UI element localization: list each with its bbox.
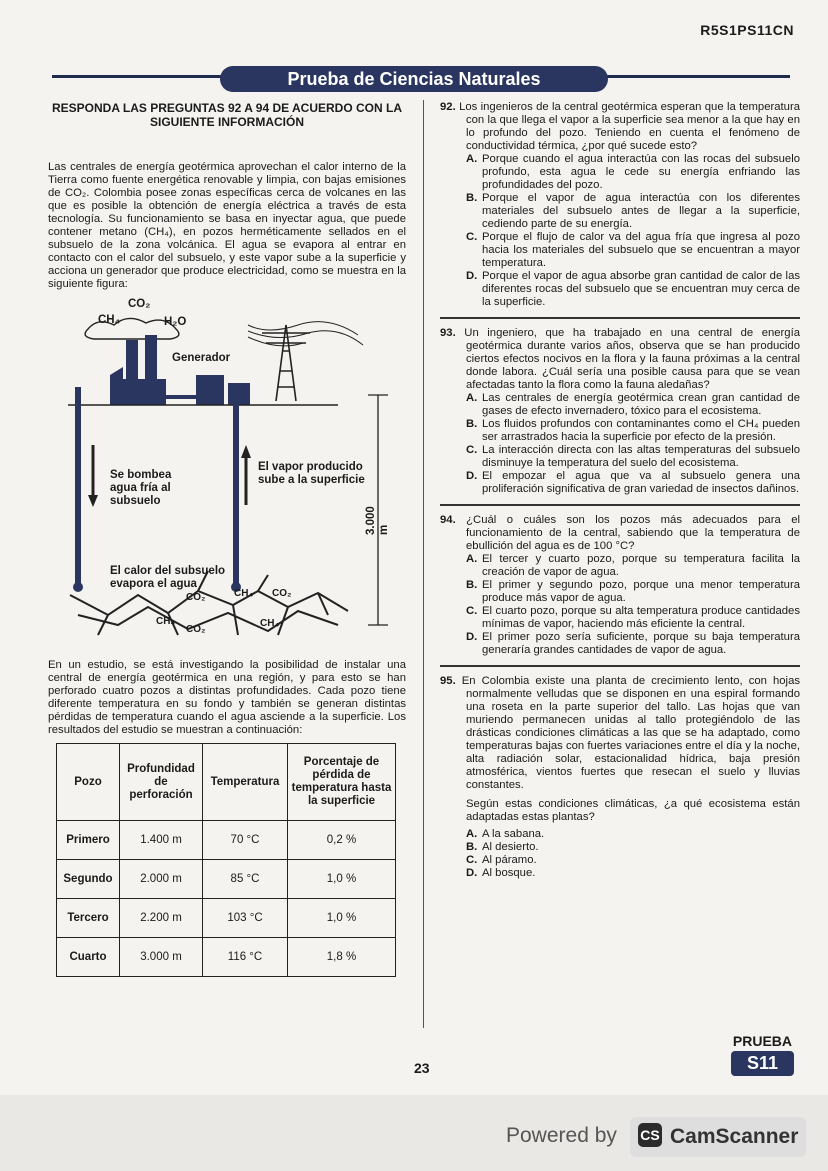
question-95 bbox=[440, 675, 800, 880]
fig-gas-ch4-2: CH₄ bbox=[156, 616, 176, 627]
option-letter: B. bbox=[466, 418, 478, 430]
option-c[interactable] bbox=[466, 231, 800, 270]
option-letter: A. bbox=[466, 153, 478, 165]
option-c[interactable] bbox=[466, 444, 800, 470]
production-well bbox=[233, 387, 239, 585]
fig-bombea-label: Se bombea agua fría al subsuelo bbox=[110, 469, 172, 507]
option-text: Porque el vapor de agua interactúa con los diferentes materiales del subsuelo antes de llegar a la superficie, cediendo parte de su energía. bbox=[482, 192, 800, 230]
cell-perdida: 1,0 % bbox=[288, 899, 396, 938]
fig-gas-co2-1: CO₂ bbox=[186, 592, 206, 603]
cell-pozo: Cuarto bbox=[57, 938, 120, 977]
option-text: El tercer y cuarto pozo, porque su temperatura facilita la creación de vapor de agua. bbox=[482, 553, 800, 578]
col-header-pozo: Pozo bbox=[57, 744, 120, 821]
question-number: 95. bbox=[440, 675, 456, 687]
fig-ch4-label: CH₄ bbox=[98, 314, 121, 326]
fig-co2-label: CO₂ bbox=[128, 298, 151, 310]
option-text: El primer pozo sería suficiente, porque su baja temperatura generaría grandes cantidades de vapor de agua. bbox=[482, 631, 800, 656]
option-letter: C. bbox=[466, 231, 478, 243]
question-stem: Los ingenieros de la central geotérmica esperan que la temperatura con la que llega el vapor a la superficie sea menor a la que hay en lo profundo del pozo. Teniendo en cuenta el fenómeno de conductividad térmica, ¿por qué sucede esto? bbox=[459, 101, 800, 152]
option-b[interactable] bbox=[466, 192, 800, 231]
cell-profundidad: 2.000 m bbox=[120, 860, 203, 899]
cell-profundidad: 1.400 m bbox=[120, 821, 203, 860]
question-92 bbox=[440, 101, 800, 309]
option-letter: A. bbox=[466, 553, 478, 565]
table-row bbox=[57, 860, 396, 899]
exam-code: R5S1PS11CN bbox=[700, 22, 794, 38]
option-d[interactable] bbox=[466, 470, 800, 496]
option-b[interactable] bbox=[466, 418, 800, 444]
table-row bbox=[57, 821, 396, 860]
question-94 bbox=[440, 514, 800, 657]
cell-perdida: 0,2 % bbox=[288, 821, 396, 860]
question-stem: Un ingeniero, que ha trabajado en una central de energía geotérmica durante varios años, observa que se han producido ciertos efectos nocivos en la flora y la fauna próximas a la central donde labora. ¿Cuál sería una posible causa para que se vean afectadas tanto la flora como la fauna aledañas? bbox=[464, 327, 801, 391]
option-letter: C. bbox=[466, 854, 478, 866]
option-letter: D. bbox=[466, 270, 478, 282]
question-stem-2: Según estas condiciones climáticas, ¿a qué ecosistema están adaptadas estas plantas? bbox=[466, 798, 800, 823]
option-a[interactable] bbox=[466, 828, 800, 841]
option-text: Al páramo. bbox=[482, 854, 537, 866]
col-header-profundidad: Profundidad de perforación bbox=[120, 744, 203, 821]
cell-profundidad: 3.000 m bbox=[120, 938, 203, 977]
fig-generador-label: Generador bbox=[172, 352, 231, 364]
column-divider bbox=[423, 100, 424, 1028]
option-text: Al bosque. bbox=[482, 867, 536, 879]
option-letter: B. bbox=[466, 841, 478, 853]
question-93 bbox=[440, 327, 800, 496]
question-separator bbox=[440, 665, 800, 667]
option-letter: A. bbox=[466, 828, 478, 840]
option-text: El primer y segundo pozo, porque una menor temperatura produce más vapor de agua. bbox=[482, 579, 800, 604]
chimney-1 bbox=[126, 340, 138, 382]
option-c[interactable] bbox=[466, 605, 800, 631]
option-text: Las centrales de energía geotérmica crean gran cantidad de gases de efecto invernadero, tóxico para el ecosistema. bbox=[482, 392, 800, 417]
right-column bbox=[440, 101, 800, 886]
geothermal-figure bbox=[48, 295, 406, 655]
wells-table bbox=[56, 743, 396, 977]
injection-well bbox=[75, 387, 81, 585]
col-header-perdida: Porcentaje de pérdida de temperatura hasta la superficie bbox=[288, 744, 396, 821]
question-stem: En Colombia existe una planta de crecimiento lento, con hojas normalmente velludas que se disponen en una espiral formando una roseta en la parte superior del tallo. Las hojas que van muriendo permanecen unidas al tallo protegiéndolo de las drásticas condiciones climáticas a las que se ha adaptado, como temperaturas bajas con fuertes variaciones entre el día y la noche, alta radiación solar, estacionalidad hídrica, baja presión atmosférica, vientos fuertes que resecan el suelo y lluvias constantes. bbox=[461, 675, 800, 791]
option-b[interactable] bbox=[466, 841, 800, 854]
question-number: 93. bbox=[440, 327, 456, 339]
table-row bbox=[57, 938, 396, 977]
camscanner-logo bbox=[630, 1117, 806, 1157]
camscanner-icon: CS bbox=[638, 1123, 662, 1147]
title-banner: Prueba de Ciencias Naturales bbox=[220, 66, 608, 92]
section-heading: RESPONDA LAS PREGUNTAS 92 A 94 DE ACUERDO CON LA SIGUIENTE INFORMACIÓN bbox=[51, 101, 403, 129]
option-d[interactable] bbox=[466, 631, 800, 657]
fig-calor-label: El calor del subsuelo evapora el agua bbox=[110, 565, 226, 590]
prueba-label: PRUEBA bbox=[732, 1033, 793, 1049]
left-column bbox=[48, 101, 406, 977]
fig-h2o-label: H₂O bbox=[164, 316, 187, 328]
table-header-row bbox=[57, 744, 396, 821]
option-letter: A. bbox=[466, 392, 478, 404]
option-letter: D. bbox=[466, 470, 478, 482]
option-b[interactable] bbox=[466, 579, 800, 605]
fig-gas-co2-3: CO₂ bbox=[186, 624, 206, 635]
question-stem: ¿Cuál o cuáles son los pozos más adecuados para el funcionamiento de la central, sabiendo que la temperatura de ebullición del agua es de 100 °C? bbox=[466, 514, 800, 552]
option-text: El cuarto pozo, porque su alta temperatura produce cantidades mínimas de vapor, haciendo más eficiente la central. bbox=[482, 605, 800, 630]
question-separator bbox=[440, 504, 800, 506]
option-text: Porque el vapor de agua absorbe gran cantidad de calor de las diferentes rocas del subsuelo que se encuentran muy cerca de la superficie. bbox=[482, 270, 800, 308]
cell-pozo: Tercero bbox=[57, 899, 120, 938]
powered-by-text: Powered by bbox=[506, 1124, 617, 1147]
option-c[interactable] bbox=[466, 854, 800, 867]
option-letter: D. bbox=[466, 631, 478, 643]
intro-text: Las centrales de energía geotérmica aprovechan el calor interno de la Tierra como fuente energética renovable y limpia, con bajas emisiones de CO₂. Colombia posee zonas específicas cerca de volcanes en las que es posible la obtención de energía eléctrica a través de esta tecnología. Su funcionamiento se basa en inyectar agua, que puede contener metano (CH₄), en pozos herméticamente sellados en el subsuelo de la zona volcánica. El agua se evapora al entrar en contacto con el calor del subsuelo, y este vapor sube a la superficie y acciona un generador que produce electricidad, como se muestra en la siguiente figura: bbox=[48, 161, 406, 290]
option-text: Porque cuando el agua interactúa con las rocas del subsuelo profundo, esta agua le cede su energía enfriando las profundidades del pozo. bbox=[482, 153, 800, 191]
table-row bbox=[57, 899, 396, 938]
fig-vapor-label: El vapor producido sube a la superficie bbox=[258, 461, 365, 486]
option-text: El empozar el agua que va al subsuelo genera una proliferación significativa de gran variedad de insectos dañinos. bbox=[482, 470, 800, 495]
option-a[interactable] bbox=[466, 392, 800, 418]
cell-perdida: 1,0 % bbox=[288, 860, 396, 899]
fig-gas-ch4-1: CH₄ bbox=[234, 588, 254, 599]
generator bbox=[196, 375, 224, 405]
fig-depth-label: 3.000 m bbox=[365, 506, 390, 535]
option-letter: C. bbox=[466, 605, 478, 617]
cell-temperatura: 103 °C bbox=[203, 899, 288, 938]
camscanner-name: CamScanner bbox=[670, 1125, 799, 1148]
option-letter: B. bbox=[466, 192, 478, 204]
chimney-2 bbox=[145, 335, 157, 382]
option-letter: D. bbox=[466, 867, 478, 879]
option-letter: B. bbox=[466, 579, 478, 591]
cell-pozo: Segundo bbox=[57, 860, 120, 899]
option-text: Los fluidos profundos con contaminantes como el CH₄ pueden ser arrastrados hacia la superficie por efecto de la presión. bbox=[482, 418, 800, 443]
question-separator bbox=[440, 317, 800, 319]
cell-pozo: Primero bbox=[57, 821, 120, 860]
option-a[interactable] bbox=[466, 153, 800, 192]
page-number: 23 bbox=[414, 1060, 430, 1076]
option-text: A la sabana. bbox=[482, 828, 545, 840]
option-d[interactable] bbox=[466, 270, 800, 309]
option-a[interactable] bbox=[466, 553, 800, 579]
s11-badge: S11 bbox=[731, 1051, 794, 1076]
fig-gas-ch4-3: CH₄ bbox=[260, 618, 280, 629]
option-text: Al desierto. bbox=[482, 841, 539, 853]
option-letter: C. bbox=[466, 444, 478, 456]
fig-gas-co2-2: CO₂ bbox=[272, 588, 292, 599]
cell-temperatura: 70 °C bbox=[203, 821, 288, 860]
cell-temperatura: 116 °C bbox=[203, 938, 288, 977]
col-header-temperatura: Temperatura bbox=[203, 744, 288, 821]
prueba-badge bbox=[731, 1033, 794, 1076]
cell-temperatura: 85 °C bbox=[203, 860, 288, 899]
option-d[interactable] bbox=[466, 867, 800, 880]
question-number: 92. bbox=[440, 101, 456, 113]
question-number: 94. bbox=[440, 514, 456, 526]
cell-profundidad: 2.200 m bbox=[120, 899, 203, 938]
option-text: La interacción directa con las altas temperaturas del subsuelo disminuye la temperatura del suelo del ecosistema. bbox=[482, 444, 800, 469]
option-text: Porque el flujo de calor va del agua fría que ingresa al pozo hacia los materiales del subsuelo que se encuentran a mayor temperatura. bbox=[482, 231, 800, 269]
cell-perdida: 1,8 % bbox=[288, 938, 396, 977]
study-text: En un estudio, se está investigando la posibilidad de instalar una central de energía geotérmica en una región, y para esto se han perforado cuatro pozos a distintas profundidades. Cada pozo tiene diferente temperatura en su fondo y también se generan distintas pérdidas de temperatura cuando el agua asciende a la superficie. Los resultados del estudio se muestran a continuación: bbox=[48, 659, 406, 736]
